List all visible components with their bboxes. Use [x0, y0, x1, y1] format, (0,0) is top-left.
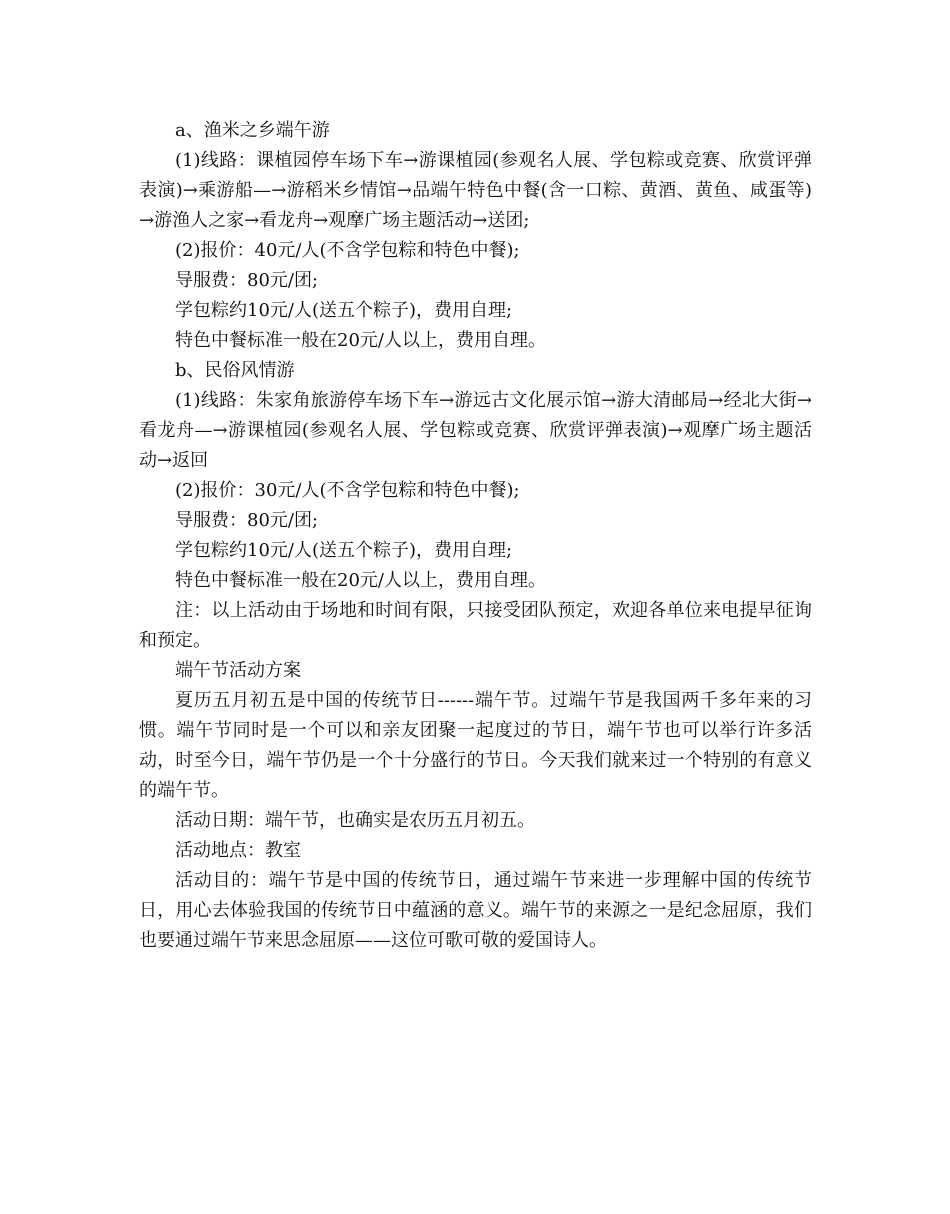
plan-location: 活动地点：教室 — [175, 840, 301, 861]
route-a-price: (2)报价：40元/人(不含学包粽和特色中餐); — [175, 240, 520, 261]
route-b-guide-fee: 导服费：80元/团; — [175, 510, 319, 531]
route-b-price: (2)报价：30元/人(不含学包粽和特色中餐); — [175, 480, 520, 501]
plan-intro: 夏历五月初五是中国的传统节日------端午节。过端午节是我国两千多年来的习惯。端午节同时是一个可以和亲友团聚一起度过的节日，端午节也可以举行许多活动，时至今日，端午节仍是一个十分盛行的节日。今天我们就来过一个特别的有意义的端午节。 — [139, 690, 812, 801]
route-b-itinerary: (1)线路：朱家角旅游停车场下车→游远古文化展示馆→游大清邮局→经北大街→看龙舟—→游课植园(参观名人展、学包粽或竞赛、欣赏评弹表演)→观摩广场主题活动→返回 — [139, 390, 812, 471]
heading-route-a: a、渔米之乡端午游 — [175, 120, 330, 141]
plan-purpose: 活动目的：端午节是中国的传统节日，通过端午节来进一步理解中国的传统节日，用心去体验我国的传统节日中蕴涵的意义。端午节的来源之一是纪念屈原，我们也要通过端午节来思念屈原——这位可歌可敬的爱国诗人。 — [139, 870, 812, 951]
heading-route-b: b、民俗风情游 — [175, 360, 295, 381]
route-a-lunch-fee: 特色中餐标准一般在20元/人以上，费用自理。 — [175, 330, 546, 351]
section-title-plan: 端午节活动方案 — [175, 660, 301, 681]
route-a-zongzi-fee: 学包粽约10元/人(送五个粽子)，费用自理; — [175, 300, 513, 321]
route-a-guide-fee: 导服费：80元/团; — [175, 270, 319, 291]
booking-note: 注：以上活动由于场地和时间有限，只接受团队预定，欢迎各单位来电提早征询和预定。 — [139, 600, 812, 651]
route-b-zongzi-fee: 学包粽约10元/人(送五个粽子)，费用自理; — [175, 540, 513, 561]
document-body — [139, 116, 812, 956]
route-b-lunch-fee: 特色中餐标准一般在20元/人以上，费用自理。 — [175, 570, 546, 591]
plan-date: 活动日期：端午节，也确实是农历五月初五。 — [175, 810, 535, 831]
route-a-itinerary: (1)线路：课植园停车场下车→游课植园(参观名人展、学包粽或竞赛、欣赏评弹表演)→乘游船—→游稻米乡情馆→品端午特色中餐(含一口粽、黄酒、黄鱼、咸蛋等)→游渔人之家→看龙舟→观摩广场主题活动→送团; — [139, 150, 812, 231]
